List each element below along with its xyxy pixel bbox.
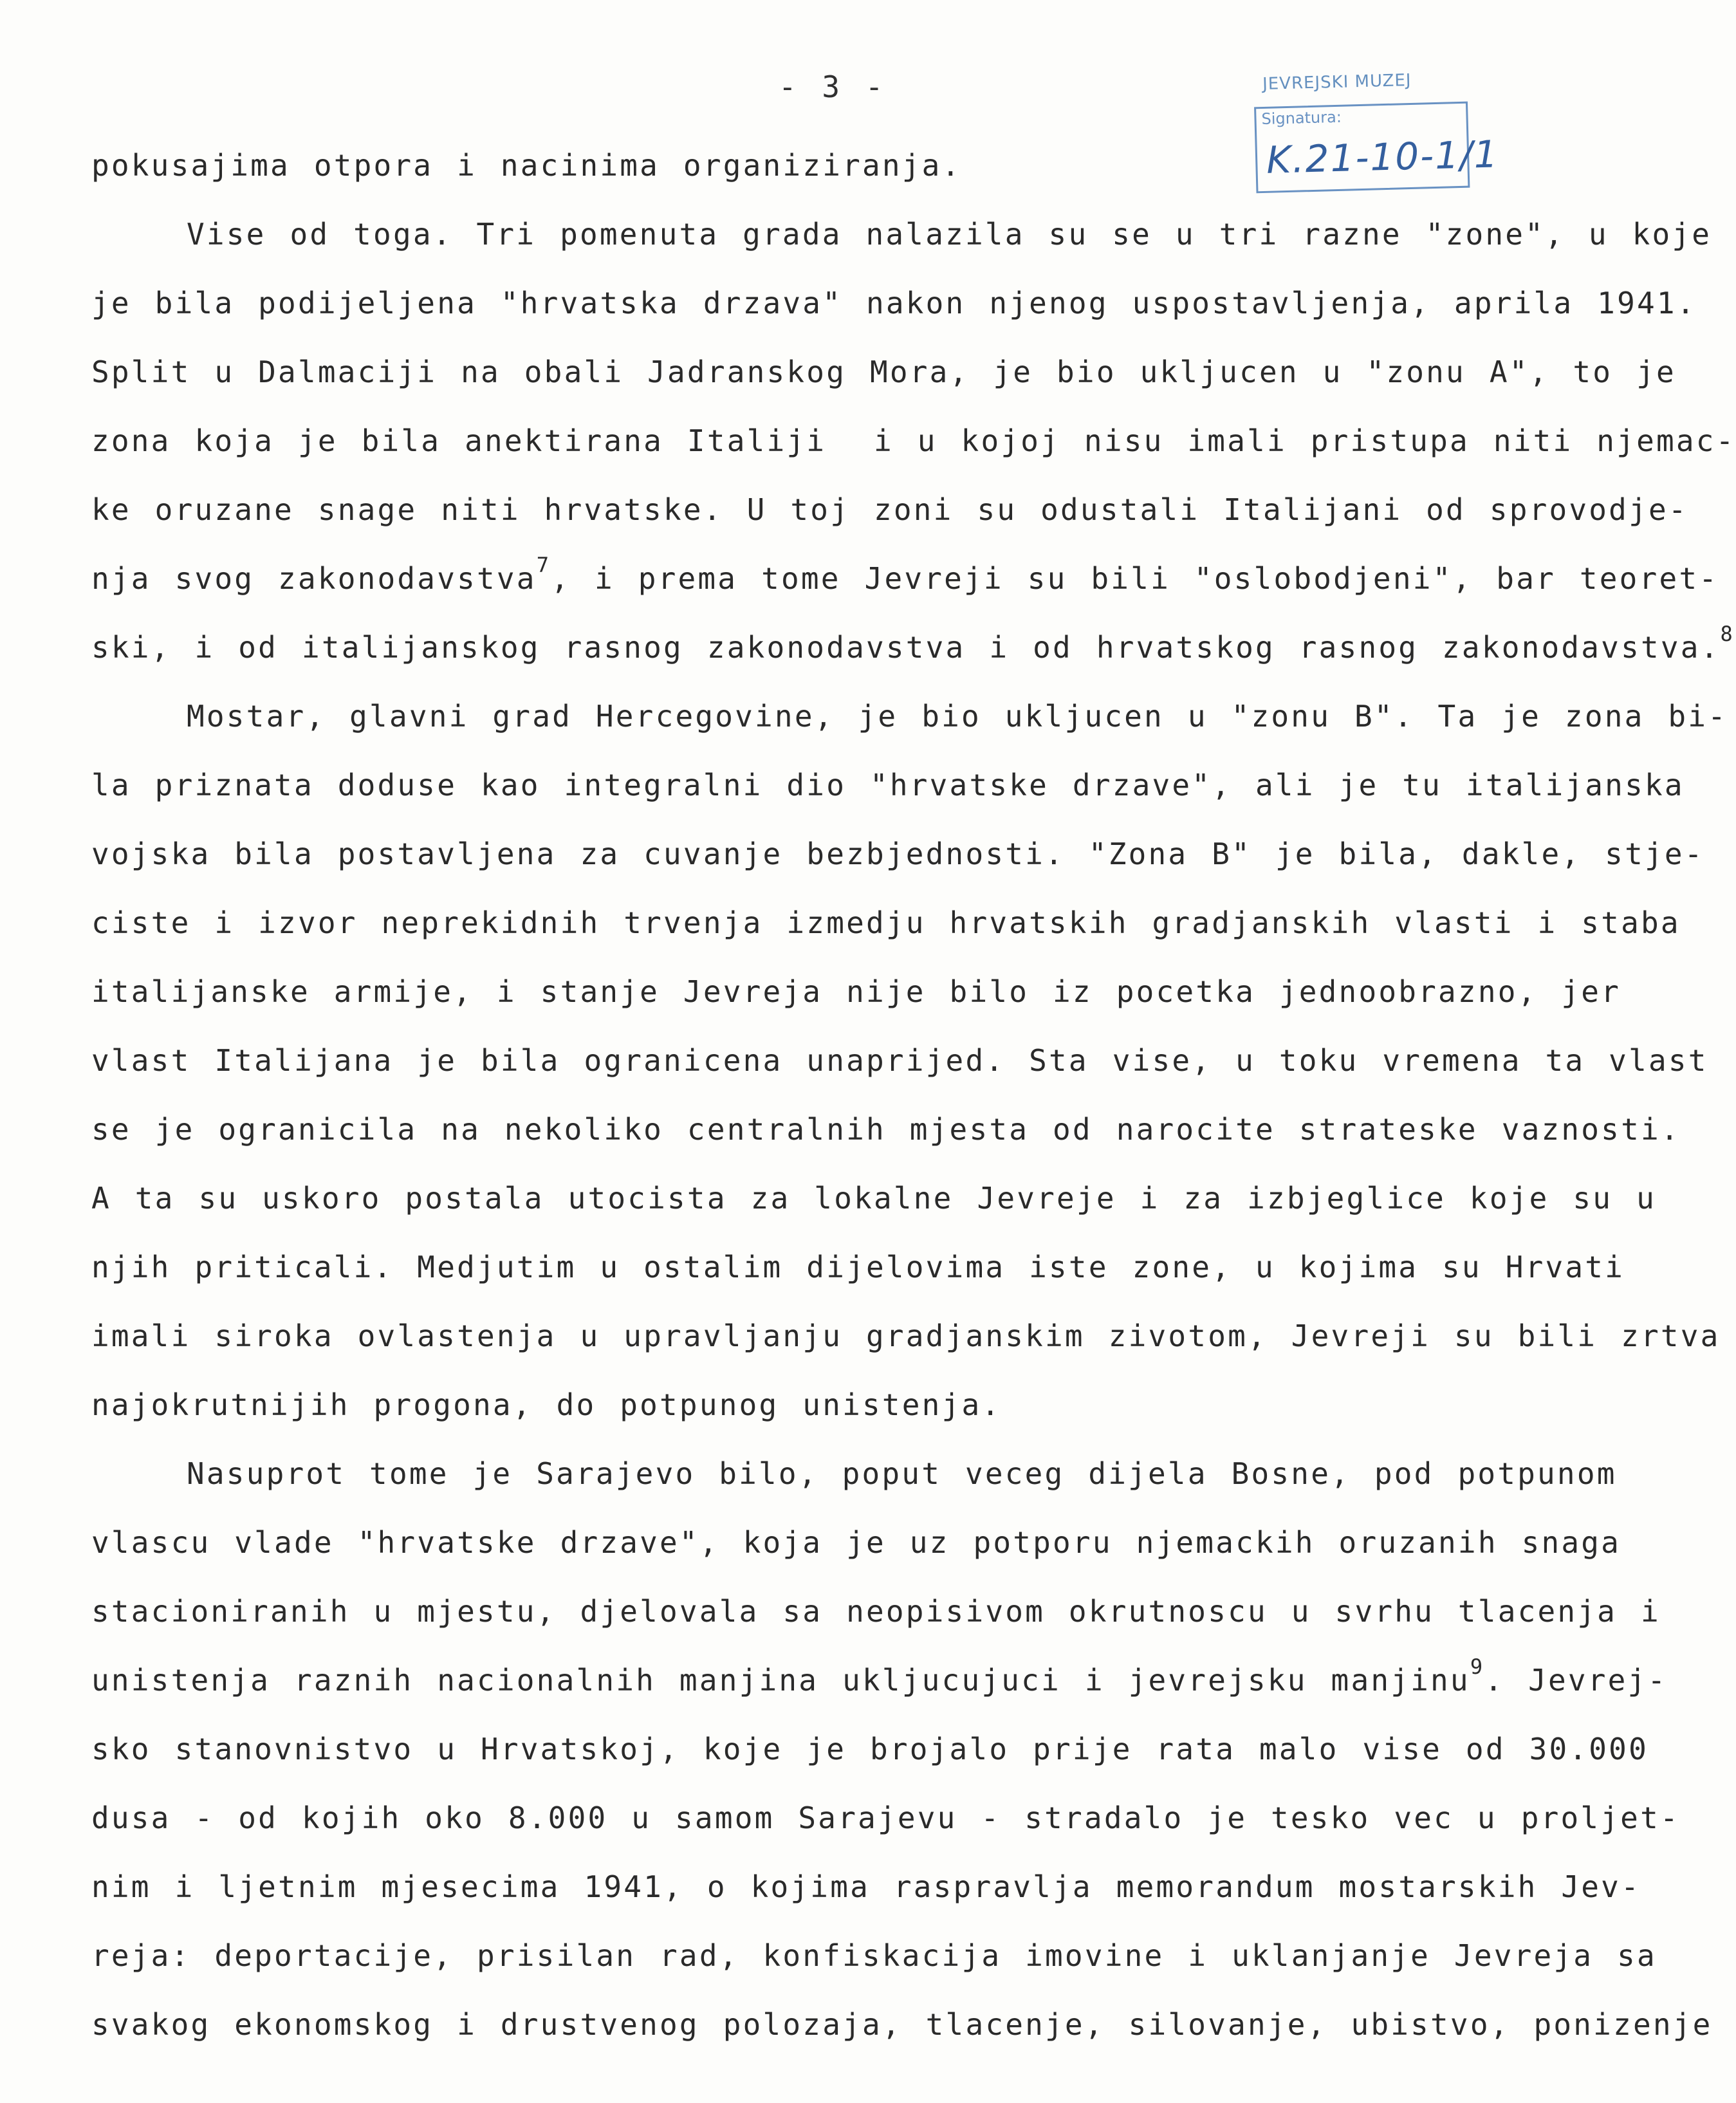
text-line-content: se je ogranicila na nekoliko centralnih mjesta od narocite strateske vaznosti.: [91, 1112, 1681, 1147]
text-line: [91, 1095, 1681, 1164]
footnote-marker: 9: [1470, 1654, 1485, 1679]
text-line-content: Vise od toga. Tri pomenuta grada nalazila su se u tri razne "zone", u koje: [187, 217, 1712, 252]
text-line-content: nja svog zakonodavstva: [91, 561, 537, 596]
text-line: [91, 269, 1697, 338]
text-line-content: reja: deportacije, prisilan rad, konfiskacija imovine i uklanjanje Jevreja sa: [91, 1938, 1657, 1973]
text-line: [91, 613, 1735, 682]
text-line: [91, 1784, 1680, 1853]
text-line-content: vlast Italijana je bila ogranicena unaprijed. Sta vise, u toku vremena ta vlast: [91, 1043, 1708, 1078]
text-line-content: ciste i izvor neprekidnih trvenja izmedju hrvatskih gradjanskih vlasti i staba: [91, 905, 1681, 940]
text-line-content: nim i ljetnim mjesecima 1941, o kojima raspravlja memorandum mostarskih Jev-: [91, 1869, 1641, 1904]
page-number: - 3 -: [779, 69, 887, 104]
footnote-marker: 7: [536, 553, 551, 577]
document-body: [91, 131, 1736, 2059]
text-line: [91, 682, 1728, 751]
text-line-content: italijanske armije, i stanje Jevreja nije bilo iz pocetka jednoobrazno, jer: [91, 974, 1621, 1009]
text-line-content: vlascu vlade "hrvatske drzave", koja je uz potporu njemackih oruzanih snaga: [91, 1525, 1621, 1560]
text-line-content: Mostar, glavni grad Hercegovine, je bio ukljucen u "zonu B". Ta je zona bi-: [187, 699, 1728, 734]
text-line: [91, 1646, 1668, 1715]
text-line: [91, 958, 1621, 1026]
text-line-content: unistenja raznih nacionalnih manjina ukljucujuci i jevrejsku manjinu: [91, 1663, 1470, 1698]
text-line: [91, 1164, 1656, 1233]
text-line-content: pokusajima otpora i nacinima organiziranja.: [91, 148, 962, 183]
text-line: [91, 544, 1719, 613]
text-line: [91, 889, 1681, 958]
footnote-marker: 8: [1720, 622, 1735, 646]
text-line: [91, 338, 1676, 407]
text-line: [91, 1233, 1625, 1302]
text-line-content: ke oruzane snage niti hrvatske. U toj zoni su odustali Italijani od sprovodje-: [91, 492, 1688, 527]
text-line-content: imali siroka ovlastenja u upravljanju gradjanskim zivotom, Jevreji su bili zrtva: [91, 1319, 1721, 1353]
text-line-content: njih priticali. Medjutim u ostalim dijelovima iste zone, u kojima su Hrvati: [91, 1250, 1625, 1284]
text-line: [91, 131, 1610, 200]
text-line: [91, 1302, 1721, 1371]
text-line-content: vojska bila postavljena za cuvanje bezbjednosti. "Zona B" je bila, dakle, stje-: [91, 837, 1704, 871]
text-line-content: najokrutnijih progona, do potpunog unistenja.: [91, 1387, 1002, 1422]
text-line: [91, 820, 1704, 889]
text-line: [91, 1715, 1648, 1784]
stamp-label: Signatura:: [1261, 107, 1342, 129]
text-line: [91, 407, 1736, 476]
text-line-content: zona koja je bila anektirana Italiji i u kojoj nisu imali pristupa niti njemac-: [91, 423, 1736, 458]
text-line: [91, 1990, 1713, 2059]
stamp-title: JEVREJSKI MUZEJ: [1262, 70, 1412, 94]
text-line: [91, 1371, 1610, 1440]
text-line-content: dusa - od kojih oko 8.000 u samom Sarajevu - stradalo je tesko vec u proljet-: [91, 1801, 1680, 1835]
text-line-content: la priznata doduse kao integralni dio "hrvatske drzave", ali je tu italijanska: [91, 768, 1685, 802]
text-line-continuation: , i prema tome Jevreji su bili "oslobodjeni", bar teoret-: [551, 561, 1719, 596]
text-line: [91, 1508, 1621, 1577]
stamp-signature-value: K.21-10-1/1: [1266, 132, 1500, 182]
text-line-content: Split u Dalmaciji na obali Jadranskog Mora, je bio ukljucen u "zonu A", to je: [91, 355, 1676, 389]
text-line-content: stacioniranih u mjestu, djelovala sa neopisivom okrutnoscu u svrhu tlacenja i: [91, 1594, 1661, 1629]
text-line-content: ski, i od italijanskog rasnog zakonodavstva i od hrvatskog rasnog zakonodavstva.: [91, 630, 1721, 665]
text-line-content: sko stanovnistvo u Hrvatskoj, koje je brojalo prije rata malo vise od 30.000: [91, 1732, 1648, 1766]
text-line: [91, 1853, 1641, 1922]
text-line-content: A ta su uskoro postala utocista za lokalne Jevreje i za izbjeglice koje su u: [91, 1181, 1656, 1216]
text-line-content: je bila podijeljena "hrvatska drzava" nakon njenog uspostavljenja, aprila 1941.: [91, 286, 1697, 320]
text-line: [91, 200, 1712, 269]
text-line-continuation: . Jevrej-: [1484, 1663, 1668, 1698]
text-line: [91, 1440, 1617, 1508]
text-line: [91, 751, 1685, 820]
text-line-content: Nasuprot tome je Sarajevo bilo, poput veceg dijela Bosne, pod potpunom: [187, 1456, 1617, 1491]
text-line-content: svakog ekonomskog i drustvenog polozaja, tlacenje, silovanje, ubistvo, ponizenje: [91, 2007, 1713, 2042]
text-line: [91, 1026, 1708, 1095]
text-line: [91, 476, 1688, 544]
text-line: [91, 1922, 1657, 1990]
text-line: [91, 1577, 1661, 1646]
